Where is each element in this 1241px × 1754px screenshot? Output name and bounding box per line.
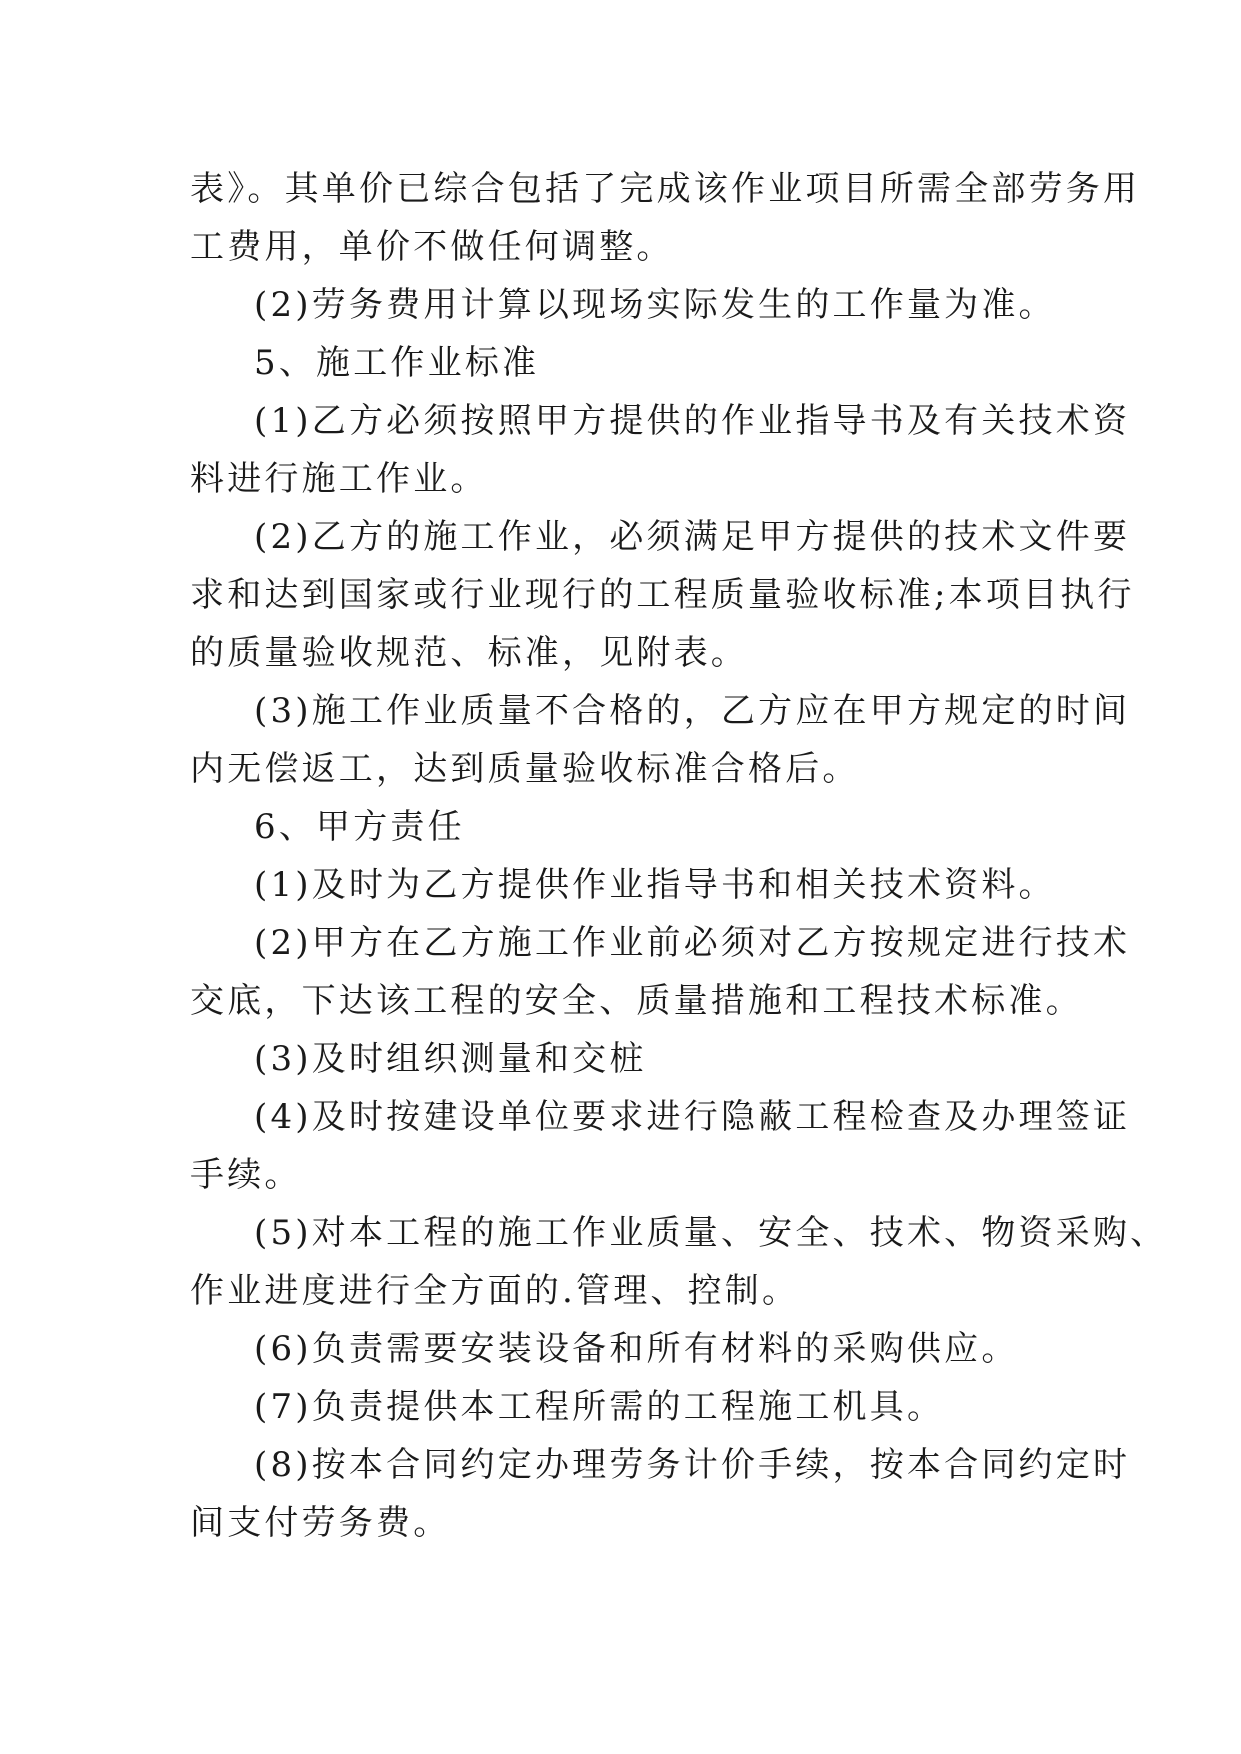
body-line: (6)负责需要安装设备和所有材料的采购供应。 [254, 1329, 1019, 1369]
body-line: (2)乙方的施工作业，必须满足甲方提供的技术文件要 [254, 517, 1131, 557]
body-line: (1)及时为乙方提供作业指导书和相关技术资料。 [254, 865, 1056, 905]
body-line: (2)甲方在乙方施工作业前必须对乙方按规定进行技术 [254, 923, 1131, 963]
body-line: (8)按本合同约定办理劳务计价手续，按本合同约定时 [254, 1445, 1131, 1485]
body-line: 手续。 [190, 1155, 302, 1195]
body-line: (3)及时组织测量和交桩 [254, 1039, 647, 1079]
body-line: 作业进度进行全方面的.管理、控制。 [190, 1271, 800, 1311]
body-line: (2)劳务费用计算以现场实际发生的工作量为准。 [254, 285, 1056, 325]
body-line: 间支付劳务费。 [190, 1503, 451, 1543]
body-line: 表》。其单价已综合包括了完成该作业项目所需全部劳务用 [190, 169, 1141, 209]
document-body [190, 160, 1168, 1552]
body-line: (3)施工作业质量不合格的，乙方应在甲方规定的时间 [254, 691, 1131, 731]
section-heading: 5、施工作业标准 [254, 343, 540, 383]
body-line: (1)乙方必须按照甲方提供的作业指导书及有关技术资 [254, 401, 1131, 441]
body-line: 的质量验收规范、标准，见附表。 [190, 633, 748, 673]
body-line: 工费用，单价不做任何调整。 [190, 227, 674, 267]
section-heading: 6、甲方责任 [254, 807, 465, 847]
body-line: (4)及时按建设单位要求进行隐蔽工程检查及办理签证 [254, 1097, 1131, 1137]
body-line: 求和达到国家或行业现行的工程质量验收标准;本项目执行 [190, 575, 1135, 615]
body-line: 内无偿返工，达到质量验收标准合格后。 [190, 749, 860, 789]
body-line: (7)负责提供本工程所需的工程施工机具。 [254, 1387, 945, 1427]
body-line: 交底，下达该工程的安全、质量措施和工程技术标准。 [190, 981, 1083, 1021]
body-line: (5)对本工程的施工作业质量、安全、技术、物资采购、 [254, 1213, 1168, 1253]
body-line: 料进行施工作业。 [190, 459, 488, 499]
